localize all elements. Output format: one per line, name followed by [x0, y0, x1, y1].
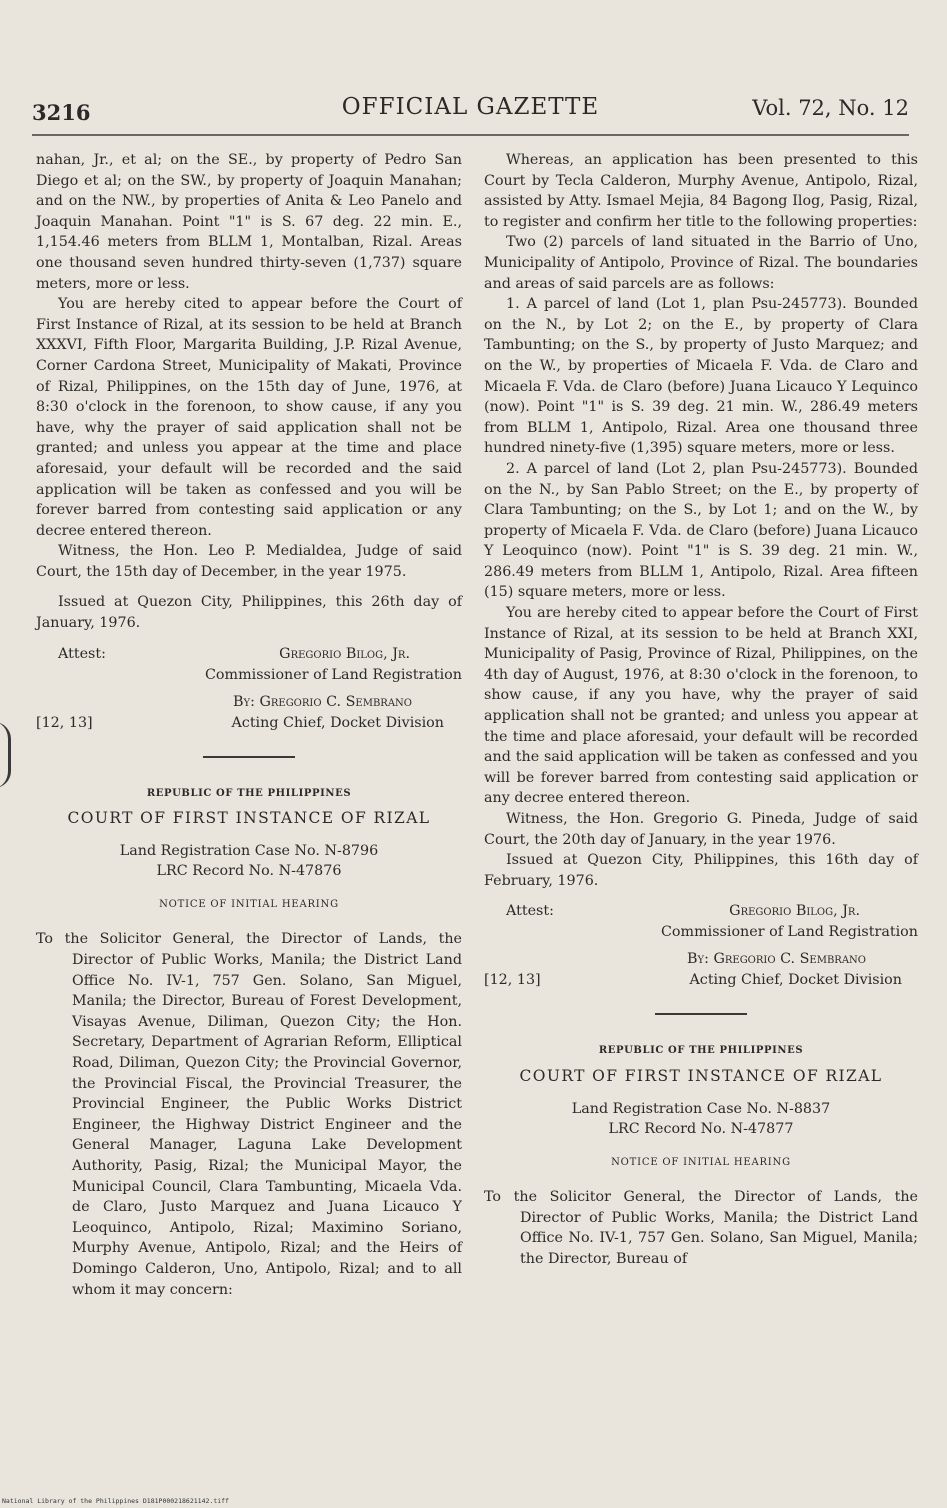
lrc-record: LRC Record No. N-47876 — [156, 862, 342, 879]
notice-heading: NOTICE OF INITIAL HEARING — [611, 1156, 791, 1168]
volume-number: Vol. 72, No. 12 — [752, 96, 909, 120]
left-column — [36, 150, 462, 1300]
by-title: Acting Chief, Docket Division — [689, 972, 902, 989]
paragraph: 1. A parcel of land (Lot 1, plan Psu-245773). Bounded on the N., by Lot 2; on the E., by property of Clara Tambunting; on the S., by property of Justo Marquez; and on the W., by properties of Micaela F. Vda. de Claro and Micaela F. Vda. de Claro (before) Juana Licauco Y Lequinco (now). Point "1" is S. 39 deg. 21 min. W., 286.49 meters from BLLM 1, Antipolo, Rizal. Area one thousand three hundred ninety-five (1,395) square meters, more or less. — [484, 296, 918, 457]
paragraph: 2. A parcel of land (Lot 2, plan Psu-245773). Bounded on the N., by San Pablo Street; on the E., by property of Clara Tambunting; on the S., by Lot 1; and on the W., by property of Micaela F. Vda. de Claro (before) Juana Licauco Y Leoquinco (now). Point "1" is S. 39 deg. 21 min. W., 286.49 meters from BLLM 1, Antipolo, Rizal. Area fifteen (15) square meters, more or less. — [484, 460, 918, 601]
paragraph: Two (2) parcels of land situated in the Barrio of Uno, Municipality of Antipolo, Province of Rizal. The boundaries and areas of said parcels are as follows: — [484, 234, 918, 292]
paragraph: Witness, the Hon. Leo P. Medialdea, Judge of said Court, the 15th day of December, in the year 1975. — [36, 543, 462, 580]
republic-heading: REPUBLIC OF THE PHILIPPINES — [146, 787, 352, 799]
addressee-list: To the Solicitor General, the Director of Lands, the Director of Public Works, Manila; the District Land Office No. IV-1, 757 Gen. Solano, San Miguel, Manila; the Director, Bureau of — [484, 1189, 918, 1267]
issue-reference: [12, 13] — [484, 972, 541, 989]
case-number: Land Registration Case No. N-8837 — [571, 1100, 831, 1117]
case-number: Land Registration Case No. N-8796 — [119, 842, 379, 859]
attest-title: Commissioner of Land Registration — [204, 666, 462, 683]
attestation-block — [484, 901, 918, 991]
binding-bracket — [0, 722, 11, 788]
notice-heading: NOTICE OF INITIAL HEARING — [159, 898, 339, 910]
attest-name: Gregorio Bilog, Jr. — [729, 903, 860, 920]
right-column — [484, 150, 918, 1270]
paragraph: Witness, the Hon. Gregorio G. Pineda, Judge of said Court, the 20th day of January, in the year 1976. — [484, 811, 918, 848]
header-rule — [32, 134, 909, 136]
by-line: By: Gregorio C. Sembrano — [686, 951, 866, 968]
attestation-block — [36, 644, 462, 734]
lrc-record: LRC Record No. N-47877 — [608, 1120, 794, 1137]
court-heading: COURT OF FIRST INSTANCE OF RIZAL — [67, 809, 431, 828]
paragraph: Issued at Quezon City, Philippines, this 26th day of January, 1976. — [36, 594, 462, 632]
attest-label: Attest: — [58, 645, 106, 662]
attest-name: Gregorio Bilog, Jr. — [279, 645, 410, 662]
page-number: 3216 — [32, 100, 91, 125]
section-separator — [655, 1013, 747, 1015]
attest-label: Attest: — [506, 903, 554, 920]
by-title: Acting Chief, Docket Division — [231, 714, 444, 731]
by-line: By: Gregorio C. Sembrano — [232, 693, 412, 710]
paragraph: Whereas, an application has been presented to this Court by Tecla Calderon, Murphy Avenue, Antipolo, Rizal, assisted by Atty. Ismael Mejia, 84 Bagong Ilog, Pasig, Rizal, to register and confirm her title to the following properties: — [484, 152, 918, 230]
attest-title: Commissioner of Land Registration — [660, 924, 918, 941]
running-title: OFFICIAL GAZETTE — [341, 94, 600, 120]
issue-reference: [12, 13] — [36, 714, 93, 731]
court-heading: COURT OF FIRST INSTANCE OF RIZAL — [519, 1066, 883, 1085]
paragraph: Issued at Quezon City, Philippines, this 16th day of February, 1976. — [484, 852, 918, 889]
republic-heading: REPUBLIC OF THE PHILIPPINES — [598, 1045, 804, 1057]
section-separator — [203, 756, 295, 758]
addressee-list: To the Solicitor General, the Director of Lands, the Director of Public Works, Manila; the District Land Office No. IV-1, 757 Gen. Solano, San Miguel, Manila; the Director, Bureau of Forest Development, Visayas Avenue, Diliman, Quezon City; the Hon. Secretary, Department of Agrarian Reform, Elliptical Road, Diliman, Quezon City; the Provincial Governor, the Provincial Fiscal, the Provincial Treasurer, the Provincial Engineer, the Public Works District Engineer, the Highway District Engineer and the General Manager, Laguna Lake Development Authority, Pasig, Rizal; the Municipal Mayor, the Municipal Council, Clara Tambunting, Micaela Vda. de Claro, Justo Marquez and Juana Licauco Y Leoquinco, Antipolo, Rizal; Maximino Soriano, Murphy Avenue, Antipolo, Rizal; and the Heirs of Domingo Calderon, Uno, Antipolo, Rizal; and to all whom it may concern: — [36, 931, 462, 1298]
page-header — [32, 94, 909, 134]
scan-footer: National Library of the Philippines D181P000218621142.tiff — [2, 1497, 229, 1505]
paragraph: You are hereby cited to appear before the Court of First Instance of Rizal, at its session to be held at Branch XXXVI, Fifth Floor, Margarita Building, J.P. Rizal Avenue, Corner Cardona Street, Municipality of Makati, Province of Rizal, Philippines, on the 15th day of June, 1976, at 8:30 o'clock in the forenoon, to show cause, if any you have, why the prayer of said application shall not be granted; and unless you appear at the time and place aforesaid, your default will be recorded and the said application will be taken as confessed and you will be forever barred from contesting said application or any decree entered thereon. — [36, 296, 462, 539]
paragraph: You are hereby cited to appear before the Court of First Instance of Rizal, at its session to be held at Branch XXI, Municipality of Pasig, Province of Rizal, Philippines, on the 4th day of August, 1976, at 8:30 o'clock in the forenoon, to show cause, if any you have, why the prayer of said application shall not be granted; and unless you appear at the time and place aforesaid, your default will be recorded and the said application will be taken as confessed and you will be forever barred from contesting said application or any decree entered thereon. — [484, 605, 918, 807]
paragraph: nahan, Jr., et al; on the SE., by property of Pedro San Diego et al; on the SW., by property of Joaquin Manahan; and on the NW., by properties of Anita & Leo Panelo and Joaquin Manahan. Point "1" is S. 67 deg. 22 min. E., 1,154.46 meters from BLLM 1, Montalban, Rizal. Areas one thousand seven hundred thirty-seven (1,737) square meters, more or less. — [36, 152, 462, 292]
